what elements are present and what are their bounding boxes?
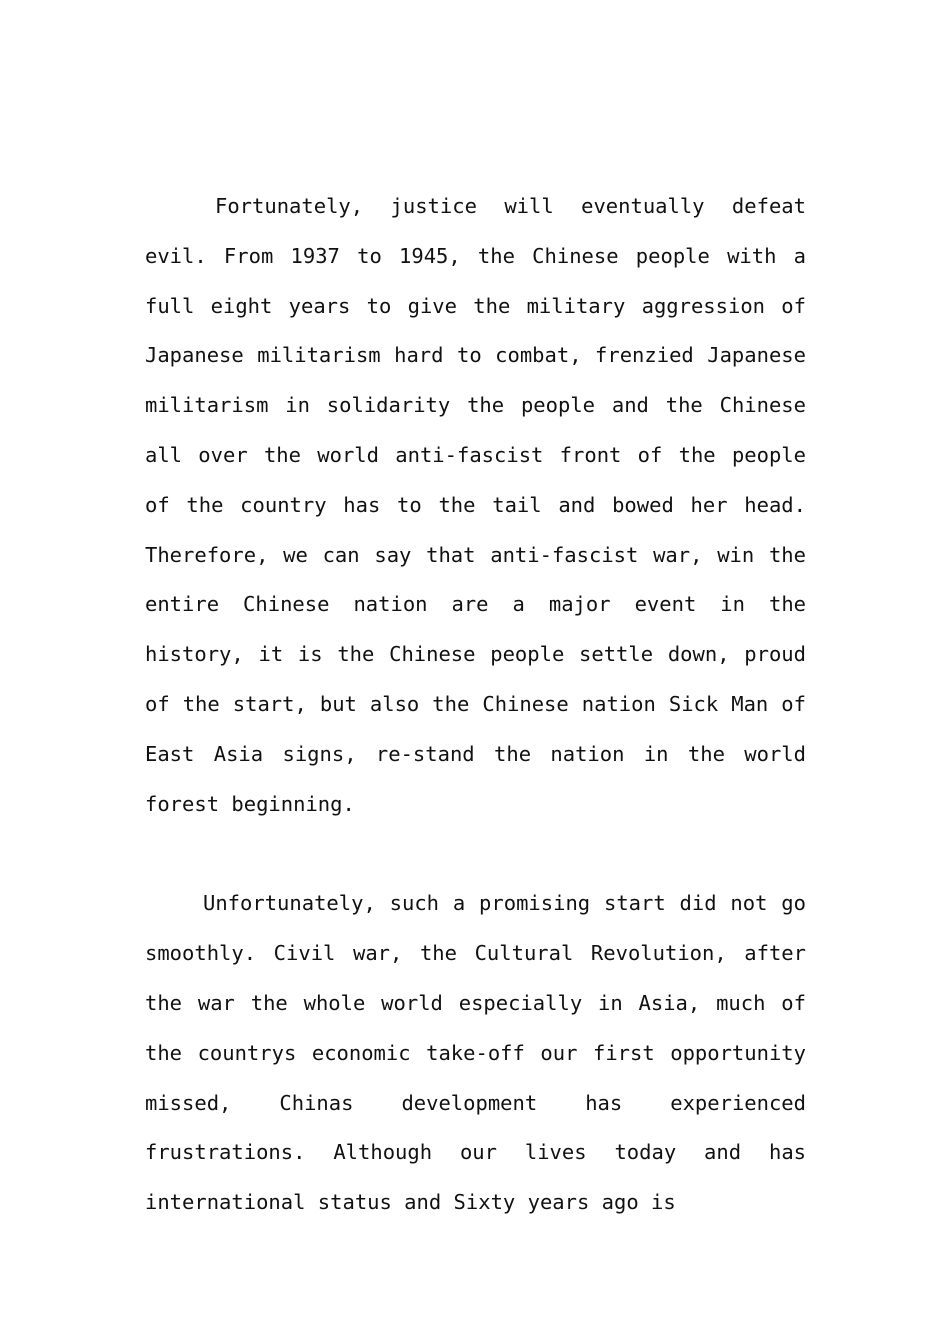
paragraph-1: Fortunately, justice will eventually defeat evil. From 1937 to 1945, the Chinese people with a full eight years to give the military aggression of Japanese militarism hard to combat, frenzied Japanese militarism in solidarity the people and the Chinese all over the world anti-fascist front of the people of the country has to the tail and bowed her head. Therefore, we can say that anti-fascist war, win the entire Chinese nation are a major event in the history, it is the Chinese people settle down, proud of the start, but also the Chinese nation Sick Man of East Asia signs, re-stand the nation in the world forest beginning. [145,194,806,816]
text-column [145,182,806,1228]
paragraph-2: Unfortunately, such a promising start did not go smoothly. Civil war, the Cultural Revolution, after the war the whole world especially in Asia, much of the countrys economic take-off our first opportunity missed, Chinas development has experienced frustrations. Although our lives today and has international status and Sixty years ago is [145,891,806,1215]
